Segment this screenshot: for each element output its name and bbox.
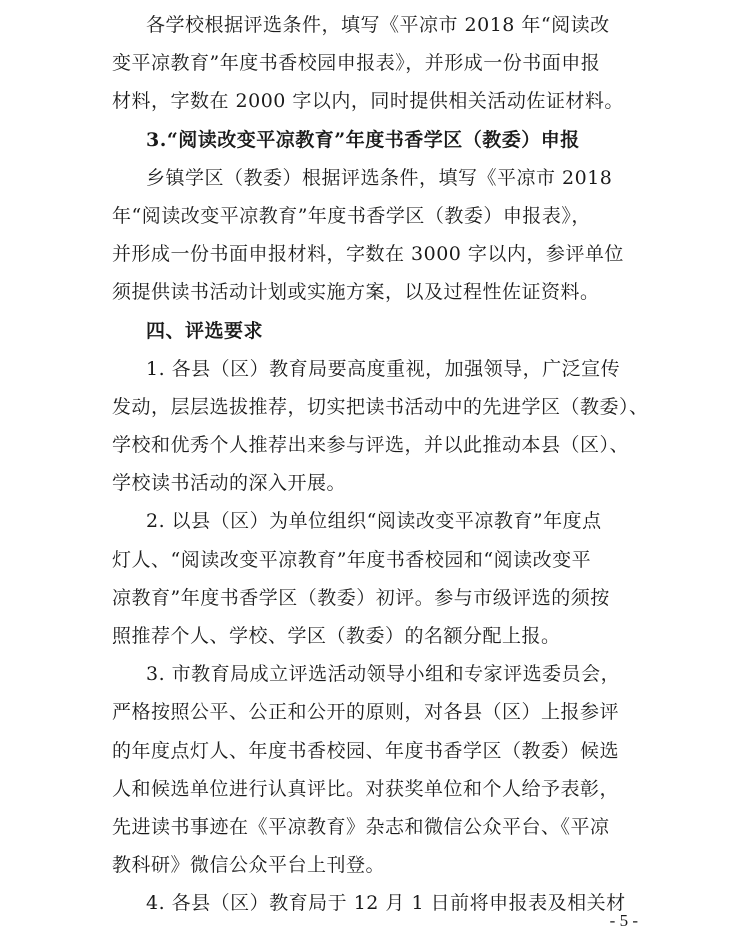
text-line: 人和候选单位进行认真评比。对获奖单位和个人给予表彰， — [112, 777, 620, 800]
text-line: 照推荐个人、学校、学区（教委）的名额分配上报。 — [112, 625, 561, 647]
text-line: 材料，字数在 2000 字以内，同时提供相关活动佐证材料。 — [112, 90, 624, 113]
section-heading: 3.“阅读改变平凉教育”年度书香学区（教委）申报 — [146, 128, 580, 151]
text-line: 2. 以县（区）为单位组织“阅读改变平凉教育”年度点 — [146, 510, 602, 533]
text-line: 学校读书活动的深入开展。 — [112, 472, 347, 495]
text-line: 乡镇学区（教委）根据评选条件，填写《平凉市 2018 — [146, 166, 613, 189]
document-body — [112, 6, 649, 923]
text-line: 凉教育”年度书香学区（教委）初评。参与市级评选的须按 — [112, 586, 610, 609]
text-line: 教科研》微信公众平台上刊登。 — [112, 854, 386, 877]
page-number: - 5 - — [609, 911, 638, 930]
text-line: 先进读书事迹在《平凉教育》杂志和微信公众平台、《平凉 — [112, 815, 610, 838]
text-line: 各学校根据评选条件，填写《平凉市 2018 年“阅读改 — [146, 14, 610, 36]
text-line: 3. 市教育局成立评选活动领导小组和专家评选委员会， — [146, 663, 621, 686]
text-line: 变平凉教育”年度书香校园申报表》，并形成一份书面申报 — [112, 52, 601, 75]
text-line: 年“阅读改变平凉教育”年度书香学区（教委）申报表》， — [112, 204, 591, 227]
text-line: 4. 各县（区）教育局于 12 月 1 日前将申报表及相关材 — [146, 892, 626, 915]
text-line: 的年度点灯人、年度书香校园、年度书香学区（教委）候选 — [112, 739, 620, 762]
text-line: 并形成一份书面申报材料，字数在 3000 字以内，参评单位 — [112, 243, 624, 266]
text-line: 严格按照公平、公正和公开的原则，对各县（区）上报参评 — [112, 701, 620, 724]
text-line: 1. 各县（区）教育局要高度重视，加强领导，广泛宣传 — [146, 357, 621, 380]
text-line: 发动，层层选拔推荐，切实把读书活动中的先进学区（教委）、 — [112, 395, 649, 418]
text-line: 须提供读书活动计划或实施方案，以及过程性佐证资料。 — [112, 281, 600, 304]
text-line: 学校和优秀个人推荐出来参与评选，并以此推动本县（区）、 — [112, 434, 630, 457]
section-heading: 四、评选要求 — [146, 319, 264, 342]
text-line: 灯人、“阅读改变平凉教育”年度书香校园和“阅读改变平 — [112, 548, 592, 571]
